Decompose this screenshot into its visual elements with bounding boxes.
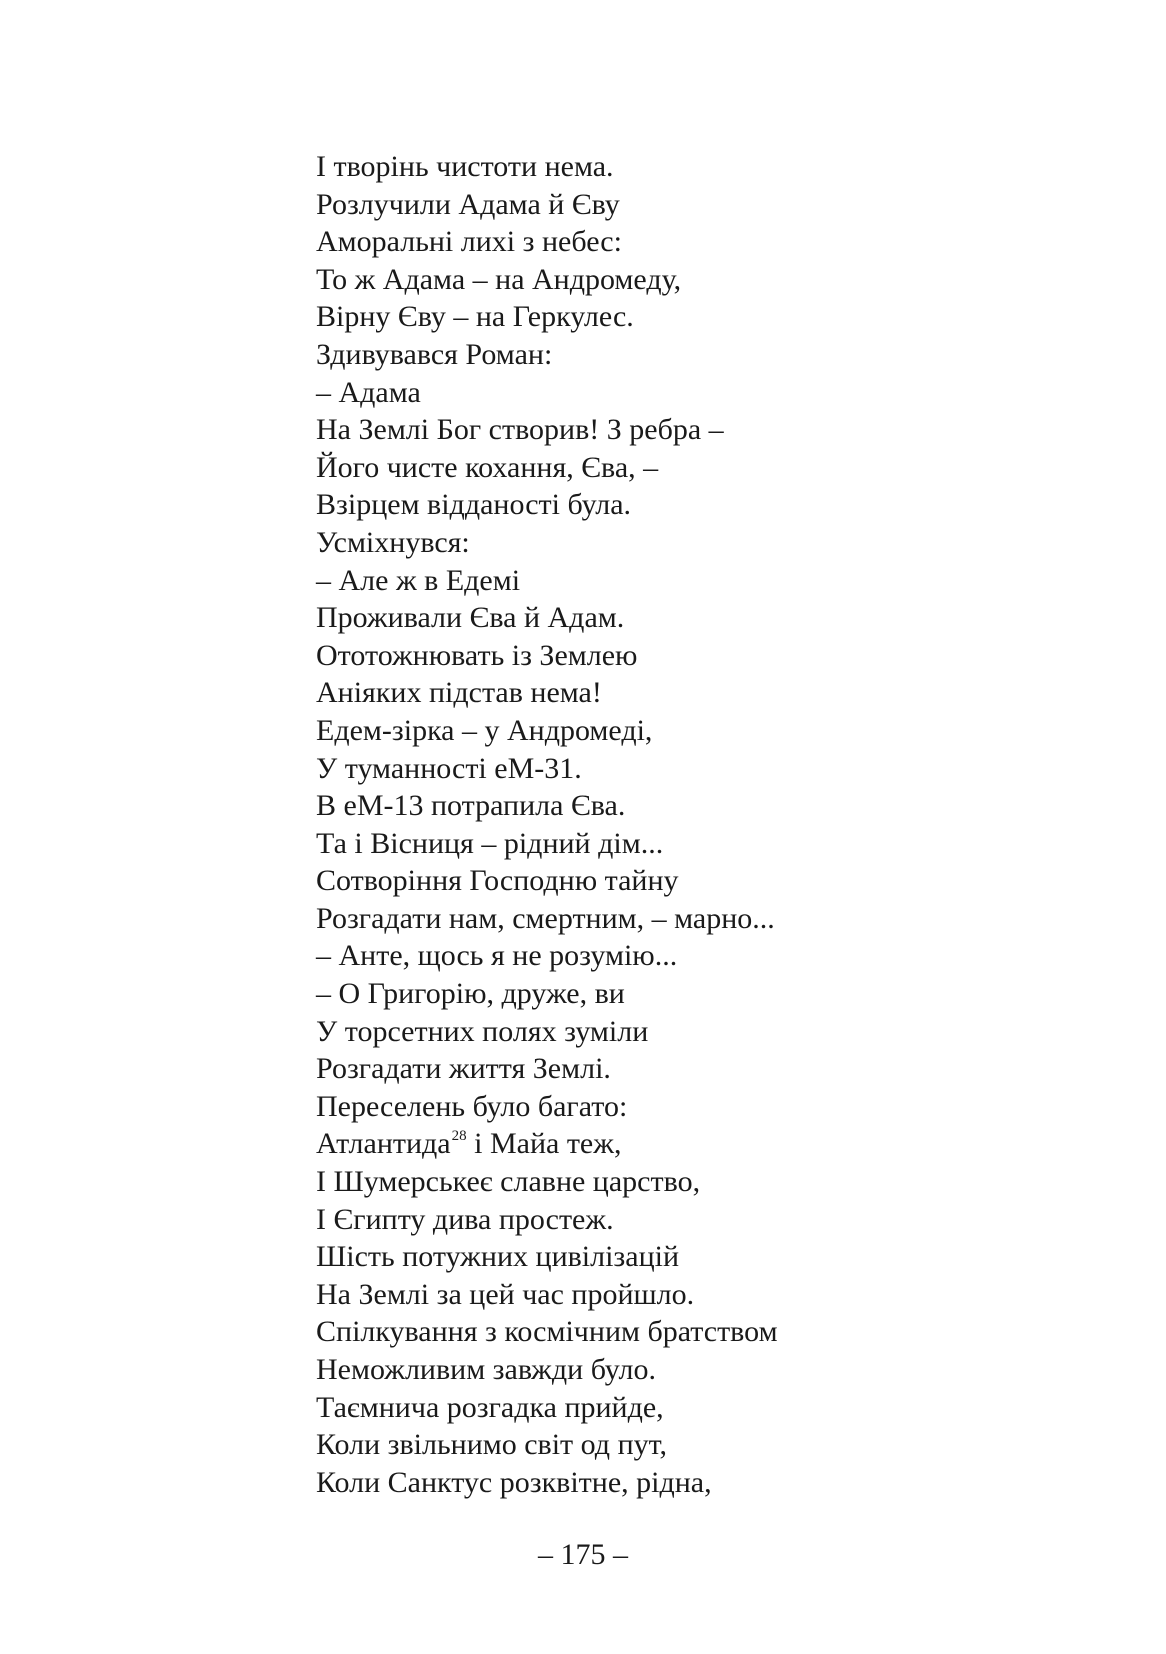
poem-line: Взірцем відданості була. <box>316 488 632 522</box>
poem-line: На Землі Бог створив! З ребра – <box>316 413 724 447</box>
poem-line: Коли Санктус розквітне, рідна, <box>316 1465 712 1499</box>
poem-line: Спілкування з космічним братством <box>316 1315 778 1349</box>
poem-line: То ж Адама – на Андромеду, <box>316 262 682 296</box>
poem-line: – Анте, щось я не розумію... <box>316 939 678 973</box>
poem-line: І творінь чистоти нема. <box>316 150 614 183</box>
poem-line: У торсетних полях зуміли <box>316 1014 649 1048</box>
poem-text <box>316 148 778 1501</box>
poem-line: На Землі за цей час пройшло. <box>316 1277 695 1311</box>
poem-line: Сотворіння Господню тайну <box>316 864 679 898</box>
poem-line: Розгадати нам, смертним, – марно... <box>316 901 775 935</box>
poem-line-text: Атлантида <box>316 1127 451 1161</box>
poem-line: Таємнича розгадка прийде, <box>316 1390 664 1424</box>
poem-line: – Адама <box>316 375 421 409</box>
poem-line: У туманності еМ-31. <box>316 751 582 785</box>
poem-line: Ототожнювать із Землею <box>316 638 638 672</box>
poem-line: І Шумерськеє славне царство, <box>316 1165 701 1199</box>
poem-line: Неможливим завжди було. <box>316 1353 656 1386</box>
poem-line: Шість потужних цивілізацій <box>316 1240 680 1274</box>
page-number: – 175 – <box>538 1538 628 1571</box>
poem-line: В еМ-13 потрапила Єва. <box>316 789 626 823</box>
poem-line: Аморальні лихі з небес: <box>316 225 622 259</box>
poem-line-with-footnote <box>316 1125 778 1163</box>
poem-line-text: і Майа теж, <box>466 1127 622 1161</box>
poem-line: Розлучили Адама й Єву <box>316 187 620 221</box>
poem-line: Усміхнувся: <box>316 525 470 559</box>
footnote-marker[interactable]: 28 <box>451 1128 467 1145</box>
poem-line: Переселень було багато: <box>316 1089 628 1123</box>
poem-line: Розгадати життя Землі. <box>316 1052 611 1086</box>
poem-line: Здивувався Роман: <box>316 337 553 371</box>
poem-line: – Але ж в Едемі <box>316 563 521 597</box>
poem-line: Та і Вісниця – рідний дім... <box>316 826 664 860</box>
poem-line: – О Григорію, друже, ви <box>316 977 625 1011</box>
poem-line: Аніяких підстав нема! <box>316 676 602 710</box>
poem-line: Вірну Єву – на Геркулес. <box>316 300 634 334</box>
poem-line: І Єгипту дива простеж. <box>316 1202 614 1236</box>
poem-line: Проживали Єва й Адам. <box>316 601 625 635</box>
poem-line: Коли звільнимо світ од пут, <box>316 1428 667 1462</box>
poem-line: Його чисте кохання, Єва, – <box>316 450 659 484</box>
poem-line: Едем-зірка – у Андромеді, <box>316 713 653 747</box>
